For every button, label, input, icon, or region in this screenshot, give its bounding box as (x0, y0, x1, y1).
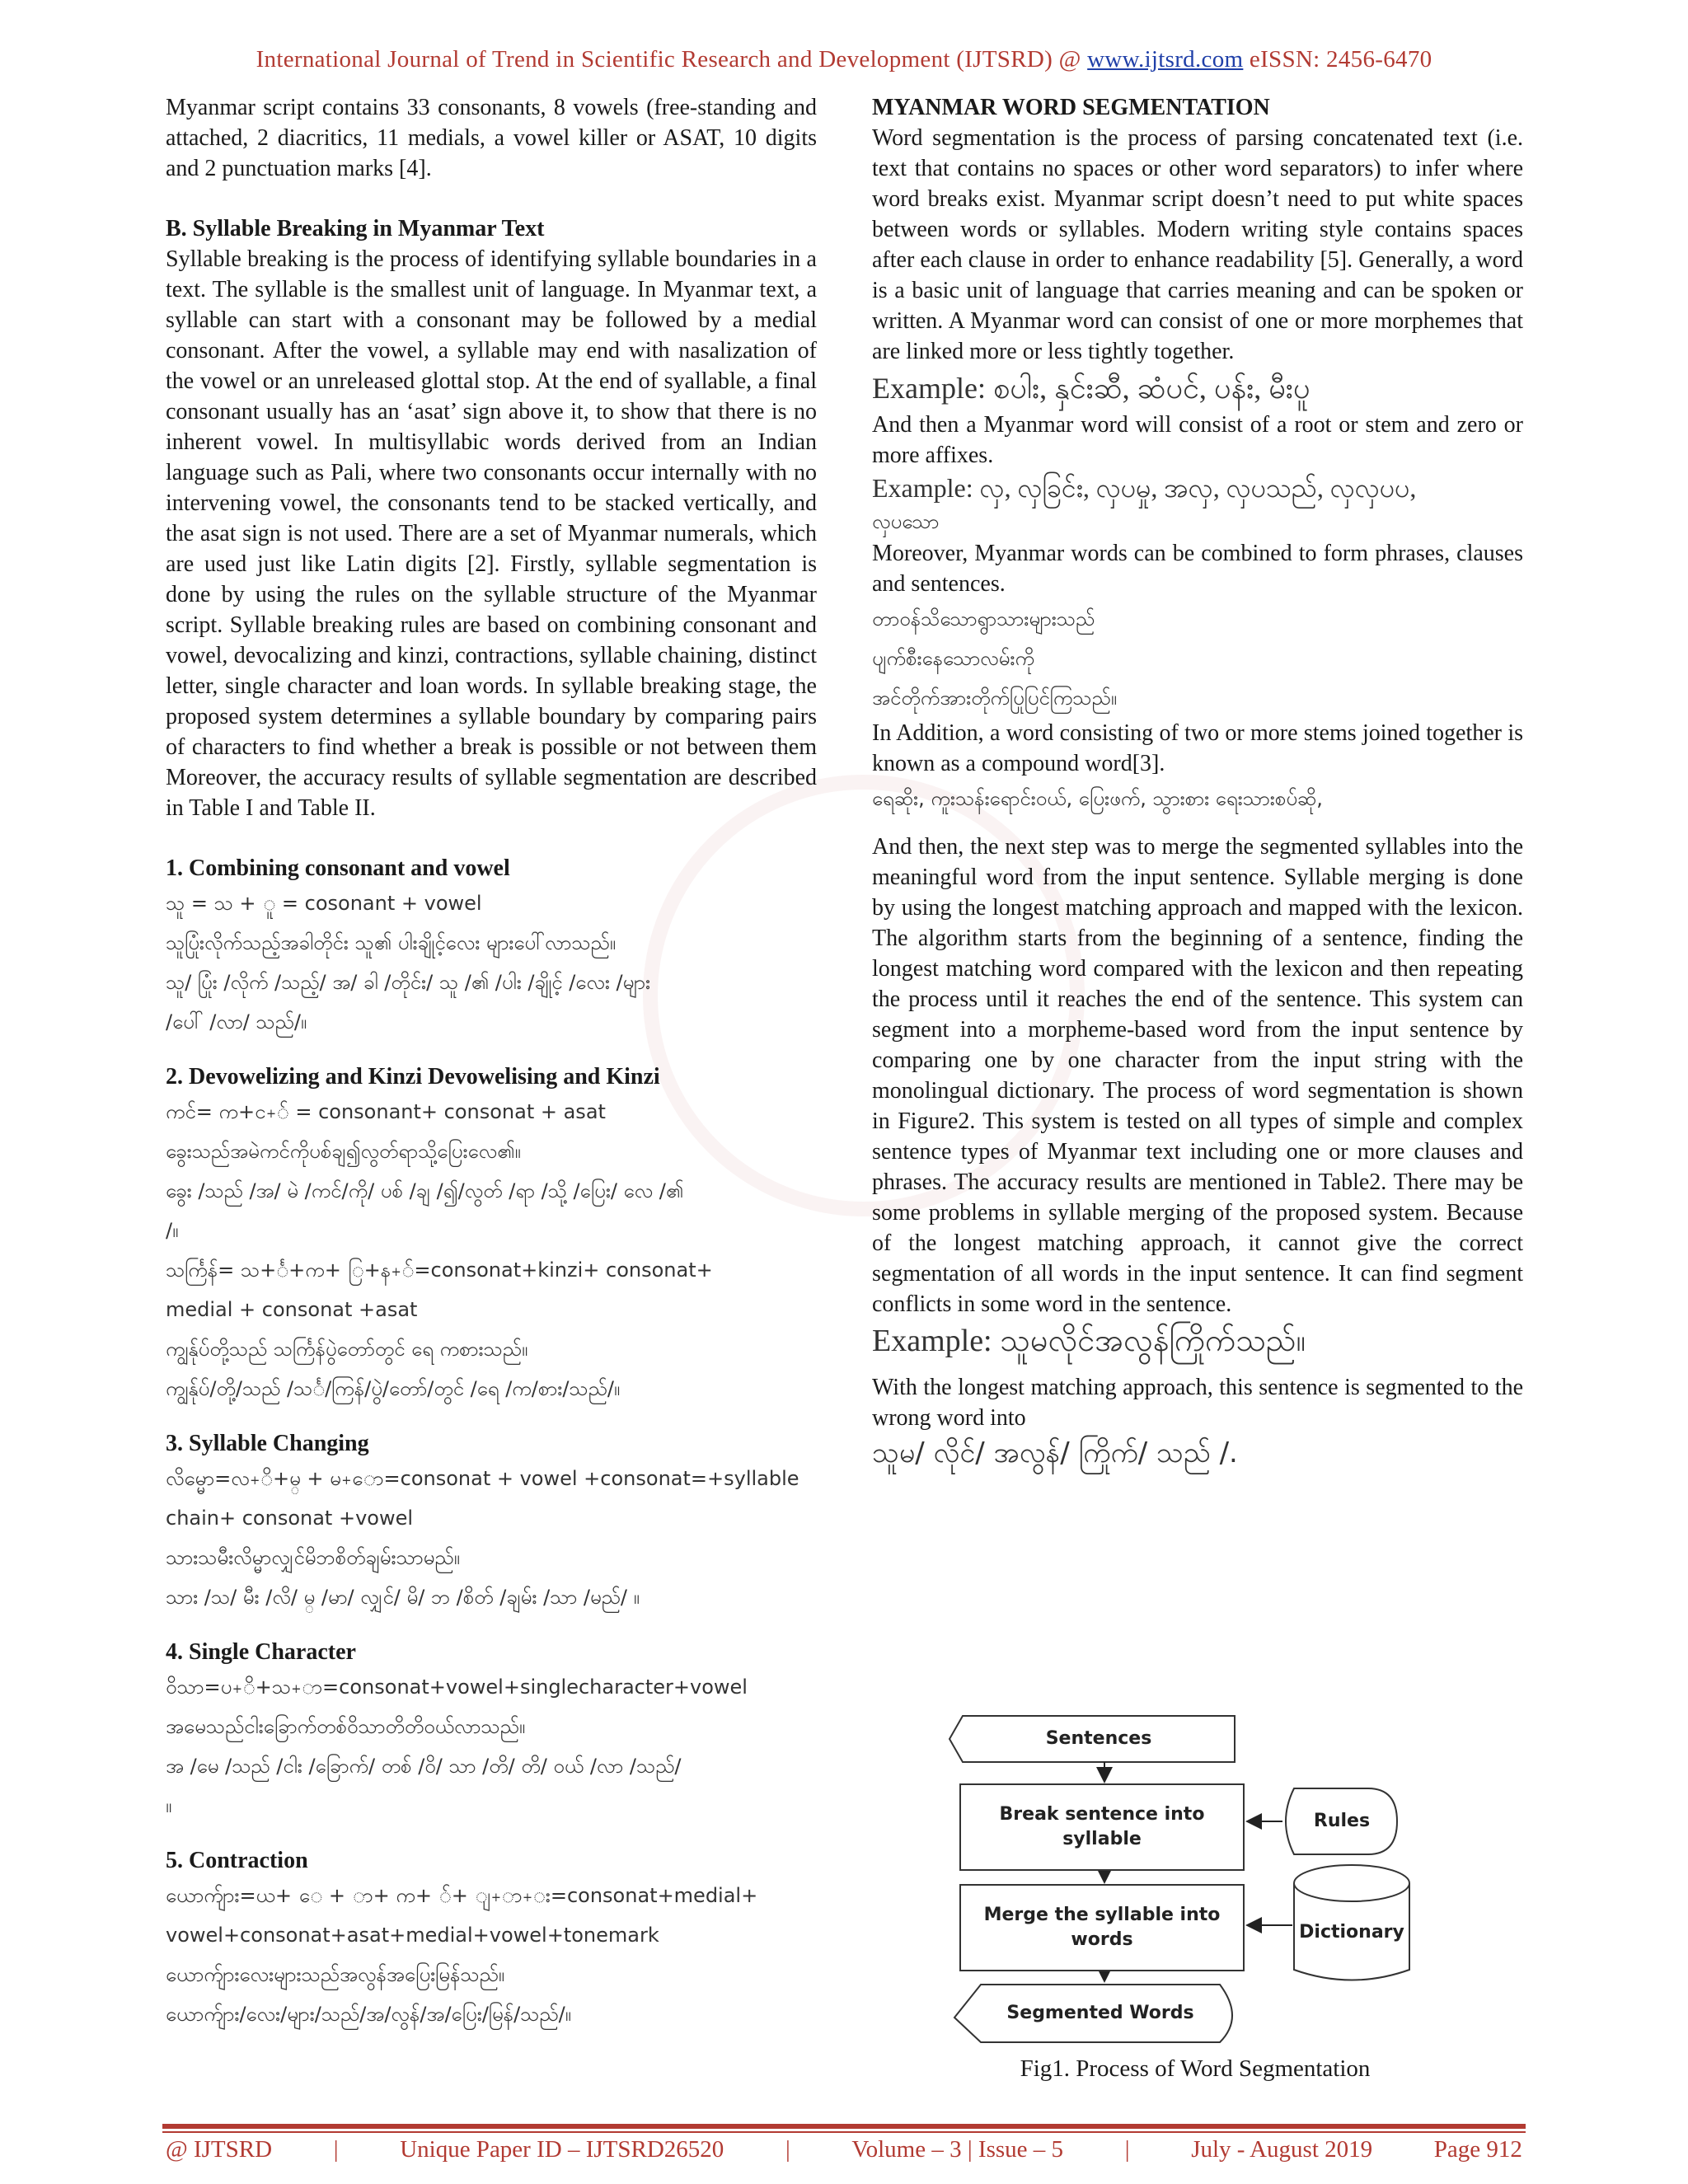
rule1-line: သူ/ ပြုံး /လိုက် /သည့်/ အ/ ခါ /တိုင်း/ သူ /၏ /ပါး /ချိုင့် /လေး /များ (166, 971, 651, 994)
section-heading: MYANMAR WORD SEGMENTATION (872, 95, 1270, 120)
rule2-line: ကင်= က+င+် = consonant+ consonat + asat (166, 1100, 606, 1123)
section-b-body: Syllable breaking is the process of identifying syllable boundaries in a text. The syllable is the smallest unit of language. In Myanmar text, a syllable can start with a consonant may be followed by a medial consonant. After the vowel, a syllable may end with nasalization of the vowel or an unreleased glottal stop. At the end of syallable, a final consonant usually has an ‘asat’ sign above it, to show that there is no inherent vowel. In multisyllabic words derived from an Indian language such as Pali, where two consonants occur internally with no intervening vowel, the consonants tend to be stacked vertically, and the asat sign is not used. There are a set of Myanmar numerals, which are used just like Latin digits [2]. Firstly, syllable segmentation is done by using the rules on the syllable structure of the Myanmar script. Syllable breaking rules are based on combining consonant and vowel, devocalizing and kinzi, contractions, syllable chaining, distinct letter, single character and loan words. In syllable breaking stage, the proposed system determines a syllable boundary by comparing pairs of characters to find whether a break is possible or not between them Moreover, the accuracy results of syllable segmentation are described in Table I and Table II. (166, 246, 817, 821)
rule4-heading: 4. Single Character (166, 1639, 356, 1665)
rule5-line: ယောက်ျားလေးများသည်အလွန်အပြေးမြန်သည်။ (166, 1963, 505, 1986)
rule1-line: သူ = သ + ူ = cosonant + vowel (166, 892, 482, 915)
footer-page: Page 912 (1433, 2136, 1522, 2163)
rule1-line: /ပေါ် /လာ/ သည်/။ (166, 1010, 307, 1033)
example-2-cont: လှပသော (872, 510, 940, 533)
footer-separator: | (1124, 2136, 1130, 2163)
segmentation-paragraph-6: With the longest matching approach, this sentence is segmented to the wrong word into (872, 1375, 1523, 1431)
page-footer (166, 2136, 1522, 2163)
merge-syllable-node: Merge the syllable into words (959, 1884, 1245, 1971)
footer-rule (162, 2124, 1526, 2129)
footer-separator: | (785, 2136, 790, 2163)
sentences-node: Sentences (1045, 1728, 1152, 1749)
header-suffix: eISSN: 2456-6470 (1243, 46, 1432, 73)
rule3-line: လိမ္မော=လ+ိ+မ္ + မ+ော=consonat + vowel +consonat=+syllable (166, 1467, 799, 1490)
rule4-line: အမေသည်ငါးခြောက်တစ်ဝိသာတိတိဝယ်လာသည်။ (166, 1715, 526, 1738)
segmentation-paragraph-1: Word segmentation is the process of parsing concatenated text (i.e. text that contains no spaces or other word separators) to infer where word breaks exist. Myanmar script doesn’t need to put white spaces between words or syllables. Modern writing style contains spaces after each clause in order to enhance readability [5]. Generally, a word is a basic unit of language that carries meaning and can be spoken or written. A Myanmar word can consist of one or more morphemes that are linked more or less tightly together. (872, 125, 1523, 364)
rules-node: Rules (1313, 1811, 1371, 1831)
segmented-words-node: Segmented Words (1006, 2003, 1194, 2023)
rule3-line: သားသမီးလိမ္မာလျှင်မိဘစိတ်ချမ်းသာမည်။ (166, 1546, 460, 1569)
rule4-line: ဝိသာ=ပ+ိ+သ+ာ=consonat+vowel+singlecharacter+vowel (166, 1675, 748, 1699)
rule2-heading: 2. Devowelizing and Kinzi Devowelising and Kinzi (166, 1064, 660, 1090)
rule3-line: သား /သ/ မီး /လိ/ မ္ /မာ/ လျှင်/ မိ/ ဘ /စိတ် /ချမ်း /သာ /မည်/ ။ (166, 1586, 640, 1609)
rule2-line: ကျွန်ုပ်/တို့/သည် /သင်္/ကြန်/ပွဲ/တော်/တွင် /ရေ /က/စား/သည်/။ (166, 1377, 621, 1400)
wrong-segmentation-example: သူမ/ လိုင်/ အလွန်/ ကြိုက်/ သည် /. (872, 1436, 1238, 1469)
sentence-example-line: ပျက်စီးနေသောလမ်းကို (872, 647, 1034, 670)
segmentation-paragraph-3: Moreover, Myanmar words can be combined to form phrases, clauses and sentences. (872, 541, 1523, 597)
footer-date: July - August 2019 (1191, 2136, 1373, 2163)
rule2-line: ခွေးသည်အမဲကင်ကိုပစ်ချ၍လွတ်ရာသို့ပြေးလေ၏။ (166, 1140, 521, 1163)
right-column (872, 92, 1523, 1473)
rule1-line: သူပြုံးလိုက်သည့်အခါတိုင်း သူ၏ ပါးချိုင့်လေး များပေါ်လာသည်။ (166, 931, 616, 954)
dictionary-node: Dictionary (1299, 1922, 1404, 1943)
example-2: Example: လှ, လှခြင်း, လှပမှု, အလှ, လှပသည်, လှလှပပ, (872, 473, 1417, 503)
example-3: Example: သူမလိုင်အလွန်ကြိုက်သည်။ (872, 1324, 1306, 1358)
footer-rule-thin (162, 2131, 1526, 2133)
rule2-line: ကျွန်ုပ်တို့သည် သင်္ကြန်ပွဲတော်တွင် ရေ ကစားသည်။ (166, 1338, 528, 1361)
sentence-example-line: တာဝန်သိသောရွာသားများသည် (872, 607, 1095, 630)
rule5-heading: 5. Contraction (166, 1848, 308, 1873)
rule3-line: chain+ consonat +vowel (166, 1507, 414, 1530)
example-1: Example: စပါး, နှင်းဆီ, ဆံပင်, ပန်း, မီးပူ (872, 372, 1311, 405)
figure-caption: Fig1. Process of Word Segmentation (1020, 2055, 1371, 2082)
rule2-line: /။ (166, 1219, 179, 1242)
left-column (166, 92, 817, 2034)
rule2-line: medial + consonat +asat (166, 1298, 418, 1321)
footer-journal: @ IJTSRD (166, 2136, 273, 2163)
segmentation-paragraph-2: And then a Myanmar word will consist of a root or stem and zero or more affixes. (872, 412, 1523, 468)
header-prefix: International Journal of Trend in Scientific Research and Development (IJTSRD) @ (256, 46, 1088, 73)
rule3-heading: 3. Syllable Changing (166, 1431, 369, 1456)
footer-separator: | (333, 2136, 339, 2163)
rule2-line: သင်္ကြန်= သ+င်္+က+ ြ+န+်=consonat+kinzi+ consonat+ (166, 1258, 713, 1282)
rule5-line: ယောက်ျား/လေး/များ/သည်/အ/လွန်/အ/ပြေး/မြန်/သည်/။ (166, 2003, 571, 2026)
word-segmentation-flowchart (948, 1706, 1442, 2044)
journal-link[interactable]: www.ijtsrd.com (1087, 46, 1244, 73)
footer-paper-id: Unique Paper ID – IJTSRD26520 (400, 2136, 724, 2163)
rule5-line: ယောက်ျား=ယ+ ေ + ာ+ က+ ်+ ျ+ာ+း=consonat+medial+ (166, 1884, 758, 1907)
rule1-heading: 1. Combining consonant and vowel (166, 855, 510, 881)
segmentation-paragraph-5: And then, the next step was to merge the segmented syllables into the meaningful word from the input sentence. Syllable merging is done by using the longest matching approach and mapped with the lexicon. The algorithm starts from the beginning of a sentence, finding the longest matching word compared with the lexicon and then repeating the process until it reaches the end of the sentence. This system can segment into a morpheme-based word from the input sentence by comparing one by one character from the input string with the monolingual dictionary. The process of word segmentation is shown in Figure2. This system is tested on all types of simple and complex sentence types of Myanmar text including one or more clauses and phrases. The accuracy results are mentioned in Table2. There may be some problems in syllable merging of the proposed system. Because of the longest matching approach, it cannot give the correct segmentation of all words in the input sentence. It can find segment conflicts in some word in the sentence. (872, 834, 1523, 1317)
rule4-line: ။ (166, 1794, 172, 1817)
intro-paragraph: Myanmar script contains 33 consonants, 8 vowels (free-standing and attached, 2 diacritics, 11 medials, a vowel killer or ASAT, 10 digits and 2 punctuation marks [4]. (166, 95, 817, 181)
break-sentence-node: Break sentence into syllable (959, 1783, 1245, 1871)
rule4-line: အ /မေ /သည် /ငါး /ခြောက်/ တစ် /ဝိ/ သာ /တိ/ တိ/ ဝယ် /လာ /သည်/ (166, 1755, 682, 1778)
section-b-heading: B. Syllable Breaking in Myanmar Text (166, 216, 545, 241)
compound-word-example: ရေဆိုး, ကူးသန်းရောင်းဝယ်, ပြေးဖက်, သွားစား ရေးသားစပ်ဆို, (872, 787, 1323, 810)
segmentation-paragraph-4: In Addition, a word consisting of two or more stems joined together is known as a compound word[3]. (872, 720, 1523, 776)
footer-volume: Volume – 3 | Issue – 5 (851, 2136, 1064, 2163)
rule2-line: ခွေး /သည် /အ/ မဲ /ကင်/ကို/ ပစ် /ချ /၍/လွတ် /ရာ /သို့ /ပြေး/ လေ /၏ (166, 1179, 684, 1202)
journal-header (0, 46, 1688, 73)
rule5-line: vowel+consonat+asat+medial+vowel+tonemark (166, 1924, 659, 1947)
sentence-example-line: အင်တိုက်အားတိုက်ပြုပြင်ကြသည်။ (872, 687, 1117, 710)
